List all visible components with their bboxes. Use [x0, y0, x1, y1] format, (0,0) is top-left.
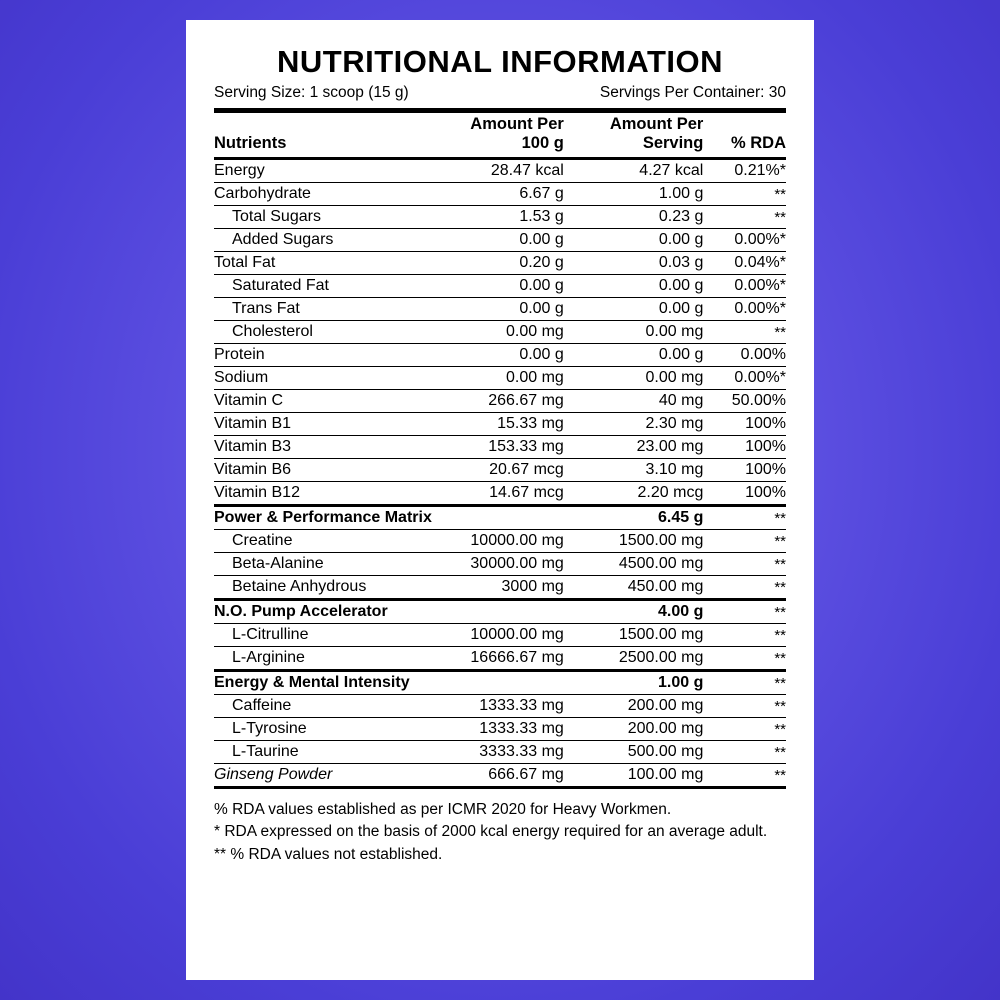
- serving-size: Serving Size: 1 scoop (15 g): [214, 84, 409, 101]
- nutrient-rda: 100%: [717, 459, 786, 482]
- nutrient-name: L-Arginine: [214, 647, 443, 671]
- nutrient-name: Sodium: [214, 367, 443, 390]
- nutrient-per-100g: [443, 671, 586, 695]
- nutrient-rda: **: [717, 671, 786, 695]
- footnote-line: ** % RDA values not established.: [214, 845, 443, 863]
- nutrition-table: [214, 108, 786, 789]
- table-row: [214, 671, 786, 695]
- nutrient-per-100g: 14.67 mcg: [443, 482, 586, 506]
- nutrient-per-100g: 28.47 kcal: [443, 159, 586, 183]
- nutrient-per-serving: 0.03 g: [586, 252, 718, 275]
- table-row: [214, 600, 786, 624]
- nutrient-rda: **: [717, 647, 786, 671]
- nutrient-name: Energy & Mental Intensity: [214, 671, 443, 695]
- nutrient-per-100g: 0.00 g: [443, 344, 586, 367]
- nutrient-per-serving: 500.00 mg: [586, 741, 718, 764]
- nutrient-name: Total Sugars: [214, 206, 443, 229]
- nutrient-name: L-Citrulline: [214, 624, 443, 647]
- nutrient-rda: 0.04%*: [717, 252, 786, 275]
- nutrient-per-100g: 0.20 g: [443, 252, 586, 275]
- table-row: [214, 252, 786, 275]
- nutrient-per-100g: 0.00 g: [443, 275, 586, 298]
- nutrient-per-serving: 200.00 mg: [586, 718, 718, 741]
- nutrient-rda: **: [717, 206, 786, 229]
- nutrient-rda: **: [717, 764, 786, 788]
- footnote-line: % RDA values established as per ICMR 2020 for Heavy Workmen.: [214, 801, 672, 818]
- nutrition-label-panel: [186, 20, 814, 980]
- nutrient-per-100g: 10000.00 mg: [443, 624, 586, 647]
- nutrient-per-100g: 266.67 mg: [443, 390, 586, 413]
- nutrient-per-serving: 40 mg: [586, 390, 718, 413]
- nutrient-per-100g: [443, 506, 586, 530]
- nutrient-per-serving: 0.00 mg: [586, 367, 718, 390]
- nutrient-per-100g: 3333.33 mg: [443, 741, 586, 764]
- table-row: [214, 576, 786, 600]
- table-row: [214, 718, 786, 741]
- nutrient-per-serving: 0.00 g: [586, 298, 718, 321]
- nutrient-rda: 0.21%*: [717, 159, 786, 183]
- nutrient-per-serving: 1500.00 mg: [586, 624, 718, 647]
- nutrient-per-serving: 23.00 mg: [586, 436, 718, 459]
- nutrient-rda: 100%: [717, 413, 786, 436]
- nutrient-per-serving: 0.23 g: [586, 206, 718, 229]
- nutrient-rda: 0.00%*: [717, 298, 786, 321]
- table-header: [214, 111, 786, 159]
- nutrient-name: Beta-Alanine: [214, 553, 443, 576]
- servings-per-container: Servings Per Container: 30: [599, 84, 786, 101]
- column-header-rda: % RDA: [717, 111, 786, 159]
- nutrient-per-serving: 0.00 g: [586, 229, 718, 252]
- nutrient-per-serving: 1500.00 mg: [586, 530, 718, 553]
- nutrient-rda: **: [717, 530, 786, 553]
- nutrient-rda: **: [717, 183, 786, 206]
- nutrient-rda: 100%: [717, 482, 786, 506]
- nutrient-per-serving: 1.00 g: [586, 671, 718, 695]
- nutrient-per-serving: 100.00 mg: [586, 764, 718, 788]
- nutrient-per-serving: 0.00 g: [586, 344, 718, 367]
- table-row: [214, 436, 786, 459]
- table-row: [214, 624, 786, 647]
- nutrient-rda: **: [717, 321, 786, 344]
- table-row: [214, 206, 786, 229]
- table-row: [214, 647, 786, 671]
- nutrient-name: Energy: [214, 159, 443, 183]
- nutrient-per-100g: 153.33 mg: [443, 436, 586, 459]
- nutrient-per-100g: 30000.00 mg: [443, 553, 586, 576]
- nutrient-per-100g: 1333.33 mg: [443, 718, 586, 741]
- nutrient-per-serving: 2.30 mg: [586, 413, 718, 436]
- nutrient-rda: **: [717, 600, 786, 624]
- nutrient-per-100g: 6.67 g: [443, 183, 586, 206]
- nutrient-rda: 50.00%: [717, 390, 786, 413]
- nutrient-per-serving: 4.00 g: [586, 600, 718, 624]
- nutrient-per-100g: [443, 600, 586, 624]
- nutrient-per-serving: 450.00 mg: [586, 576, 718, 600]
- table-row: [214, 390, 786, 413]
- nutrient-rda: **: [717, 624, 786, 647]
- table-row: [214, 229, 786, 252]
- nutrient-per-serving: 0.00 mg: [586, 321, 718, 344]
- nutrient-rda: **: [717, 741, 786, 764]
- nutrient-per-100g: 20.67 mcg: [443, 459, 586, 482]
- page-title: NUTRITIONAL INFORMATION: [276, 44, 724, 79]
- column-header-per-serving: Amount Per Serving: [586, 111, 718, 159]
- nutrient-per-100g: 16666.67 mg: [443, 647, 586, 671]
- nutrient-name: Total Fat: [214, 252, 443, 275]
- serving-info: [214, 84, 786, 102]
- table-row: [214, 275, 786, 298]
- nutrient-name: L-Taurine: [214, 741, 443, 764]
- table-row: [214, 764, 786, 788]
- nutrient-rda: 0.00%*: [717, 367, 786, 390]
- table-row: [214, 298, 786, 321]
- nutrient-per-serving: 4.27 kcal: [586, 159, 718, 183]
- nutrient-per-serving: 6.45 g: [586, 506, 718, 530]
- table-row: [214, 321, 786, 344]
- nutrient-per-serving: 2.20 mcg: [586, 482, 718, 506]
- nutrient-name: Protein: [214, 344, 443, 367]
- nutrient-name: L-Tyrosine: [214, 718, 443, 741]
- table-row: [214, 695, 786, 718]
- nutrient-name: Cholesterol: [214, 321, 443, 344]
- nutrient-per-100g: 0.00 mg: [443, 367, 586, 390]
- nutrient-rda: 0.00%: [717, 344, 786, 367]
- nutrient-name: Vitamin B12: [214, 482, 443, 506]
- nutrient-rda: **: [717, 695, 786, 718]
- table-row: [214, 553, 786, 576]
- table-header-row: [214, 111, 786, 159]
- nutrient-name: Creatine: [214, 530, 443, 553]
- table-row: [214, 482, 786, 506]
- nutrient-name: Added Sugars: [214, 229, 443, 252]
- nutrient-per-serving: 2500.00 mg: [586, 647, 718, 671]
- nutrient-per-100g: 10000.00 mg: [443, 530, 586, 553]
- table-row: [214, 459, 786, 482]
- nutrient-per-serving: 0.00 g: [586, 275, 718, 298]
- nutrient-per-100g: 0.00 mg: [443, 321, 586, 344]
- nutrient-rda: 100%: [717, 436, 786, 459]
- nutrient-name: Betaine Anhydrous: [214, 576, 443, 600]
- nutrient-per-100g: 0.00 g: [443, 229, 586, 252]
- nutrient-per-serving: 4500.00 mg: [586, 553, 718, 576]
- column-header-per-100g: Amount Per 100 g: [443, 111, 586, 159]
- nutrient-rda: **: [717, 553, 786, 576]
- nutrient-per-serving: 200.00 mg: [586, 695, 718, 718]
- column-header-nutrients: Nutrients: [214, 111, 443, 159]
- table-body: [214, 159, 786, 788]
- nutrient-name: Vitamin B1: [214, 413, 443, 436]
- table-row: [214, 506, 786, 530]
- table-row: [214, 344, 786, 367]
- nutrient-name: Trans Fat: [214, 298, 443, 321]
- nutrient-per-serving: 1.00 g: [586, 183, 718, 206]
- table-row: [214, 741, 786, 764]
- nutrient-per-serving: 3.10 mg: [586, 459, 718, 482]
- nutrient-per-100g: 0.00 g: [443, 298, 586, 321]
- nutrient-rda: **: [717, 576, 786, 600]
- nutrient-rda: **: [717, 718, 786, 741]
- nutrient-name: Power & Performance Matrix: [214, 506, 443, 530]
- table-row: [214, 530, 786, 553]
- nutrient-rda: 0.00%*: [717, 275, 786, 298]
- nutrient-name: Carbohydrate: [214, 183, 443, 206]
- nutrient-name: Ginseng Powder: [214, 764, 443, 788]
- nutrient-name: Vitamin B6: [214, 459, 443, 482]
- nutrient-per-100g: 3000 mg: [443, 576, 586, 600]
- footnote-line: * RDA expressed on the basis of 2000 kcal energy required for an average adult.: [214, 823, 768, 841]
- nutrient-per-100g: 15.33 mg: [443, 413, 586, 436]
- table-row: [214, 183, 786, 206]
- nutrient-name: Caffeine: [214, 695, 443, 718]
- nutrient-per-100g: 1333.33 mg: [443, 695, 586, 718]
- nutrient-name: N.O. Pump Accelerator: [214, 600, 443, 624]
- nutrient-rda: 0.00%*: [717, 229, 786, 252]
- nutrient-name: Saturated Fat: [214, 275, 443, 298]
- table-row: [214, 159, 786, 183]
- nutrient-name: Vitamin C: [214, 390, 443, 413]
- nutrient-rda: **: [717, 506, 786, 530]
- nutrient-per-100g: 1.53 g: [443, 206, 586, 229]
- table-row: [214, 413, 786, 436]
- nutrient-per-100g: 666.67 mg: [443, 764, 586, 788]
- table-row: [214, 367, 786, 390]
- footnotes: [214, 799, 786, 866]
- nutrient-name: Vitamin B3: [214, 436, 443, 459]
